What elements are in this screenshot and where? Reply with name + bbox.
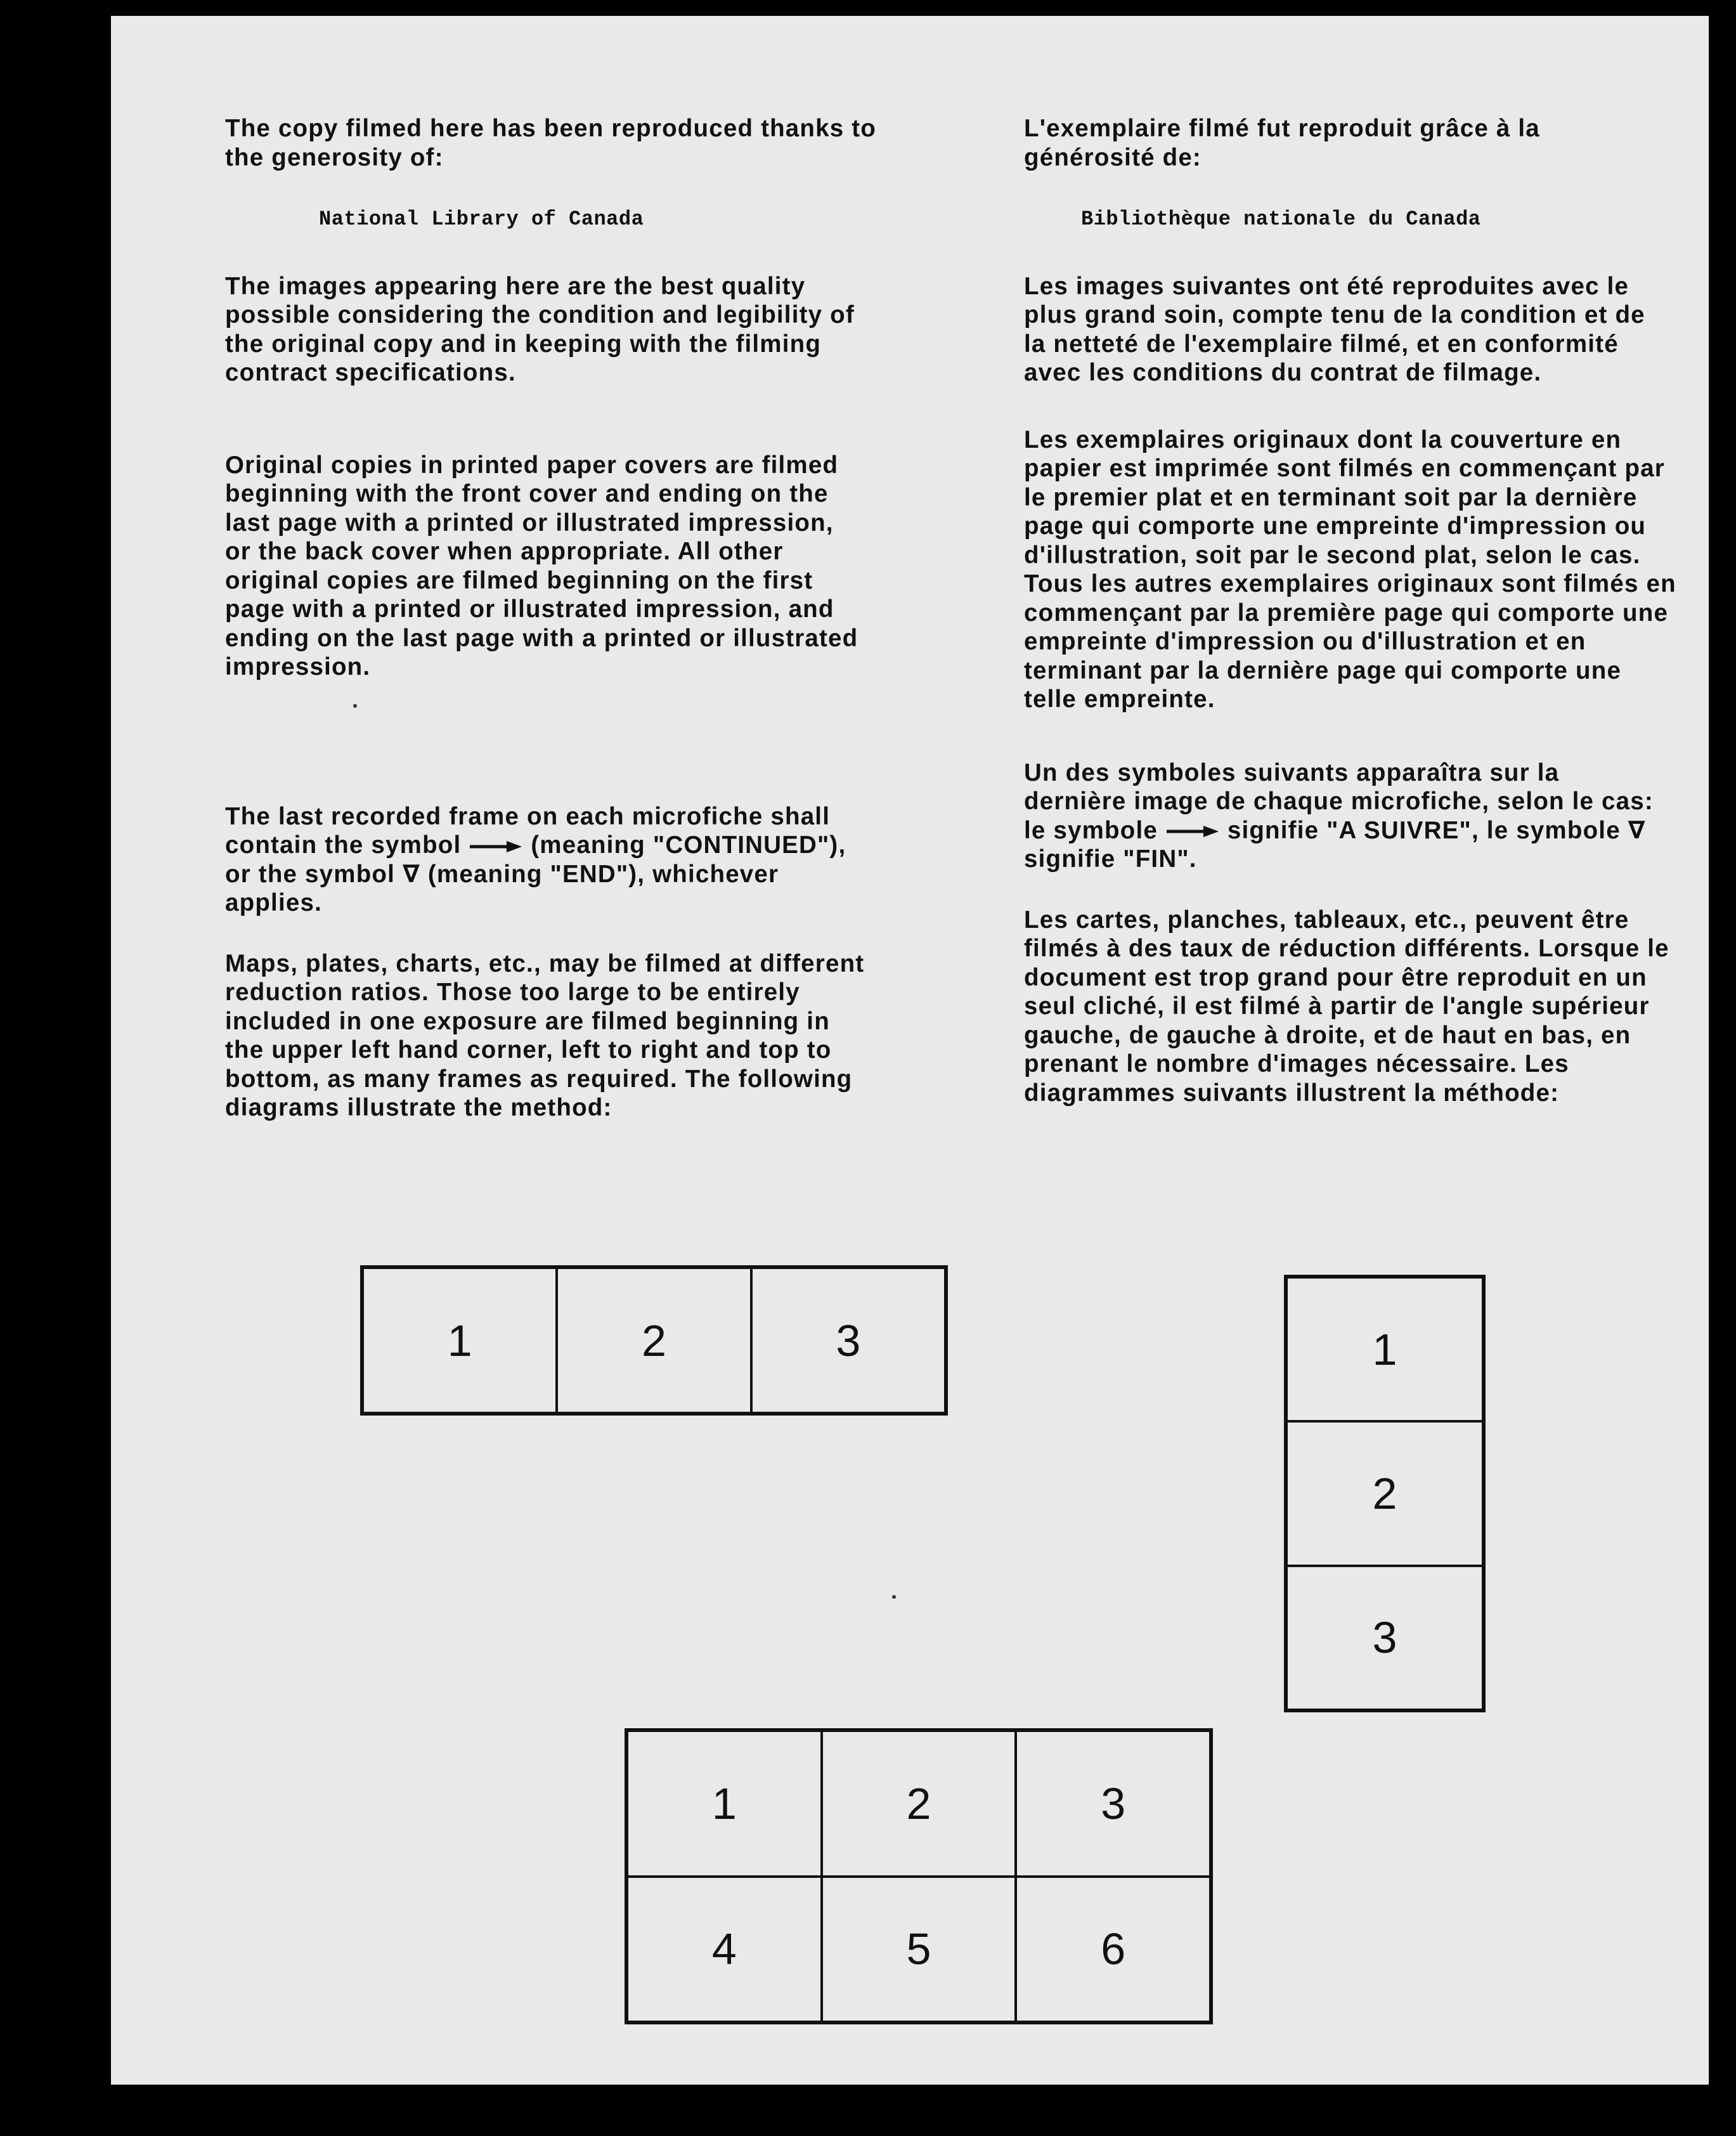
english-symbols-text-c: (meaning "END"), whichever applies. [225,860,779,916]
frame-cell: 5 [822,1877,1016,2022]
french-column [1024,114,1696,1107]
triangle-down-icon: ∇ [1628,816,1646,844]
triangle-down-icon: ∇ [402,860,420,888]
french-symbols-paragraph [1024,759,1658,874]
french-institution: Bibliothèque nationale du Canada [1081,207,1481,231]
document-page [111,16,1709,2085]
arrow-right-icon [469,839,523,854]
frame-cell: 1 [627,1731,822,1877]
arrow-right-icon [1165,824,1220,839]
frame-cell: 6 [1016,1877,1210,2022]
frame-cell: 3 [1016,1731,1210,1877]
frame-cell: 2 [1286,1421,1483,1565]
english-column [225,114,1018,1123]
english-intro: The copy filmed here has been reproduced thanks to the generosity of: [225,115,876,171]
english-quality-paragraph: The images appearing here are the best quality possible considering the condition and legibility of the original copy and in keeping with the filming contract specifications. [225,272,855,386]
english-symbols-text-a: The last recorded frame on each microfiche shall contain the symbol [225,802,831,859]
frame-cell: 2 [557,1268,751,1413]
english-institution: National Library of Canada [319,207,644,231]
speck [353,704,357,708]
frame-cell: 4 [627,1877,822,2022]
french-symbols-text-a: Un des symboles suivants apparaîtra sur la dernière image de chaque microfiche, selon le cas: le symbole [1024,759,1654,844]
english-symbols-paragraph [225,802,853,918]
english-symbols-text-b: (meaning "CONTINUED"), or the symbol [225,831,846,888]
french-symbols-text-c: signifie "FIN". [1024,845,1197,873]
french-symbols-text-b: signifie "A SUIVRE", le symbole [1227,816,1621,844]
horizontal-frames-diagram [360,1265,948,1416]
frame-cell: 1 [1286,1277,1483,1421]
english-maps-paragraph: Maps, plates, charts, etc., may be filmed at different reduction ratios. Those too large to be entirely included in one exposure are filmed beginning in the upper left hand corner, left to right and top to bottom, as many frames as required. The following diagrams illustrate the method: [225,949,865,1121]
grid-frames-diagram [625,1728,1213,2024]
speck [892,1595,896,1599]
vertical-frames-diagram [1284,1275,1486,1712]
french-intro: L'exemplaire filmé fut reproduit grâce à la générosité de: [1024,115,1540,171]
french-quality-paragraph: Les images suivantes ont été reproduites avec le plus grand soin, compte tenu de la condition et de la netteté de l'exemplaire filmé, et en conformité avec les conditions du contrat de filmage. [1024,272,1645,386]
french-covers-paragraph: Les exemplaires originaux dont la couverture en papier est imprimée sont filmés en commençant par le premier plat et en terminant soit par la dernière page qui comporte une empreinte d'impression ou d'illustration, soit par le second plat, selon le cas. Tous les autres exemplaires originaux sont filmés en commençant par la première page qui comporte une empreinte d'impression ou d'illustration et en terminant par la dernière page qui comporte une telle empreinte. [1024,426,1676,713]
frame-cell: 3 [751,1268,945,1413]
english-covers-paragraph: Original copies in printed paper covers are filmed beginning with the front cover and ending on the last page with a printed or illustrated impression, or the back cover when appropriate. All other original copies are filmed beginning on the first page with a printed or illustrated impression, and ending on the last page with a printed or illustrated impression. [225,451,858,681]
frame-cell: 3 [1286,1566,1483,1710]
frame-cell: 1 [363,1268,557,1413]
french-maps-paragraph: Les cartes, planches, tableaux, etc., peuvent être filmés à des taux de réduction différents. Lorsque le document est trop grand pour être reproduit en un seul cliché, il est filmé à partir de l'angle supérieur gauche, de gauche à droite, et de haut en bas, en prenant le nombre d'images nécessaire. Les diagrammes suivants illustrent la méthode: [1024,906,1669,1107]
frame-cell: 2 [822,1731,1016,1877]
